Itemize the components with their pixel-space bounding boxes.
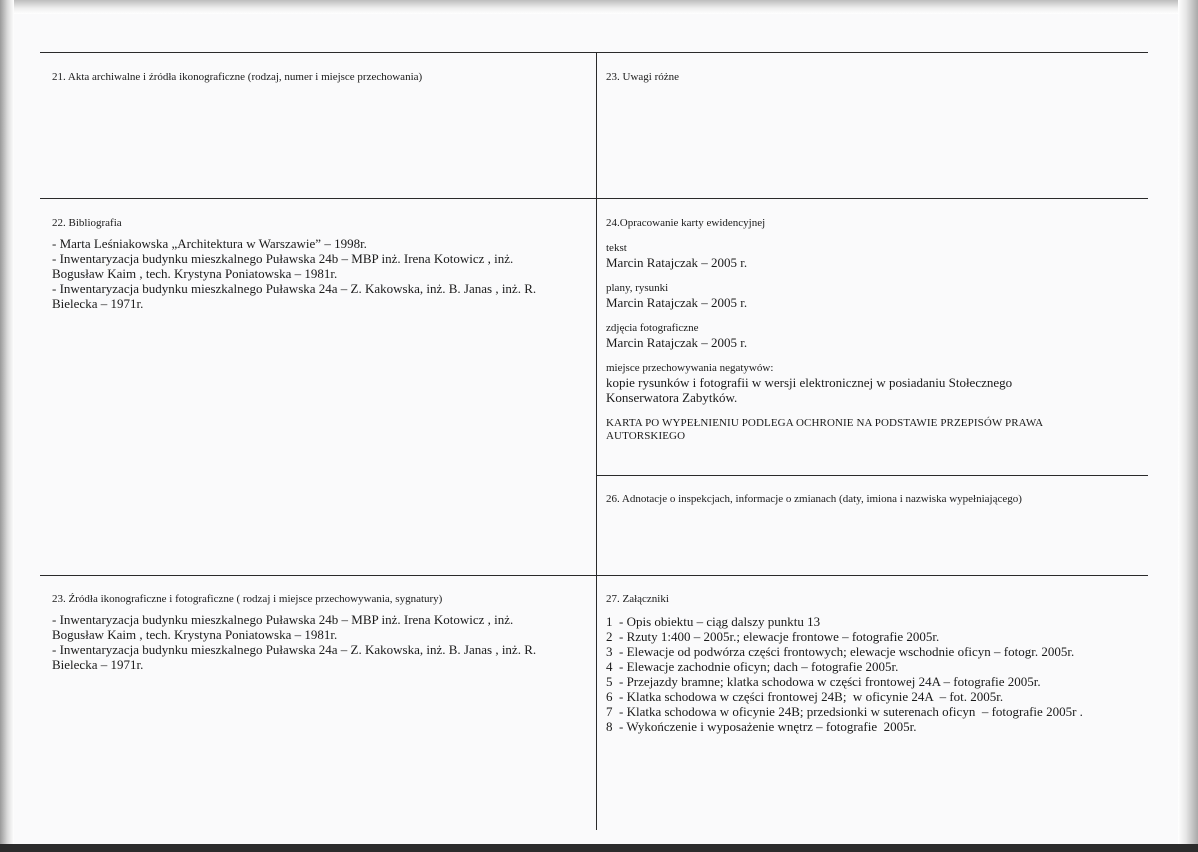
bibliography-line: - Inwentaryzacja budynku mieszkalnego Puławska 24a – Z. Kakowska, inż. B. Janas , inż. R.: [52, 281, 537, 296]
attachment-item: 3 - Elewacje od podwórza części frontowych; elewacje wschodnie oficyn – fotogr. 2005r.: [606, 644, 1075, 659]
scan-edge-top: [0, 0, 1198, 14]
row-divider-1: [40, 198, 1148, 199]
zdjecia-value: Marcin Ratajczak – 2005 r.: [606, 335, 748, 350]
section-23-uwagi-title: 23. Uwagi różne: [606, 71, 680, 83]
negatywy-line: kopie rysunków i fotografii w wersji elektronicznej w posiadaniu Stołecznego: [606, 375, 1013, 390]
tekst-value: Marcin Ratajczak – 2005 r.: [606, 255, 748, 270]
row-divider-2: [40, 575, 1148, 576]
section-26-annotations: [606, 492, 1146, 506]
section-22-bibliography: [52, 216, 592, 311]
column-divider: [596, 52, 597, 830]
section-23-uwagi: [606, 70, 1136, 84]
section-23-sources: [52, 592, 592, 672]
attachment-item: 8 - Wykończenie i wyposażenie wnętrz – fotografie 2005r.: [606, 719, 917, 734]
source-line: - Inwentaryzacja budynku mieszkalnego Puławska 24b – MBP inż. Irena Kotowicz , inż.: [52, 612, 514, 627]
attachment-item: 2 - Rzuty 1:400 – 2005r.; elewacje frontowe – fotografie 2005r.: [606, 629, 940, 644]
section-23-sources-title: 23. Źródła ikonograficzne i fotograficzne ( rodzaj i miejsce przechowywania, sygnatury): [52, 593, 443, 605]
attachment-item: 5 - Przejazdy bramne; klatka schodowa w części frontowej 24A – fotografie 2005r.: [606, 674, 1041, 689]
scan-edge-left: [0, 0, 14, 852]
source-line: - Inwentaryzacja budynku mieszkalnego Puławska 24a – Z. Kakowska, inż. B. Janas , inż. R.: [52, 642, 537, 657]
section-24-authorship: [606, 216, 1141, 443]
bibliography-line: Bogusław Kaim , tech. Krystyna Poniatowska – 1981r.: [52, 266, 338, 281]
section-26-title: 26. Adnotacje o inspekcjach, informacje o zmianach (daty, imiona i nazwiska wypełniającego): [606, 493, 1022, 505]
attachment-item: 6 - Klatka schodowa w części frontowej 24B; w oficynie 24A – fot. 2005r.: [606, 689, 1004, 704]
bibliography-line: - Inwentaryzacja budynku mieszkalnego Puławska 24b – MBP inż. Irena Kotowicz , inż.: [52, 251, 514, 266]
zdjecia-label: zdjęcia fotograficzne: [606, 322, 699, 334]
source-line: Bielecka – 1971r.: [52, 657, 144, 672]
copyright-notice: AUTORSKIEGO: [606, 430, 686, 442]
attachment-item: 4 - Elewacje zachodnie oficyn; dach – fotografie 2005r.: [606, 659, 899, 674]
source-line: Bogusław Kaim , tech. Krystyna Poniatowska – 1981r.: [52, 627, 338, 642]
bibliography-line: - Marta Leśniakowska „Architektura w Warszawie” – 1998r.: [52, 236, 367, 251]
attachment-item: 1 - Opis obiektu – ciąg dalszy punktu 13: [606, 614, 821, 629]
attachment-item: 7 - Klatka schodowa w oficynie 24B; przedsionki w suterenach oficyn – fotografie 2005r .: [606, 704, 1083, 719]
plany-value: Marcin Ratajczak – 2005 r.: [606, 295, 748, 310]
section-21: [52, 70, 587, 84]
plany-label: plany, rysunki: [606, 282, 669, 294]
bibliography-line: Bielecka – 1971r.: [52, 296, 144, 311]
table-top-border: [40, 52, 1148, 53]
section-22-title: 22. Bibliografia: [52, 217, 122, 229]
row-divider-right: [597, 475, 1148, 476]
tekst-label: tekst: [606, 242, 627, 254]
scan-edge-bottom: [0, 844, 1198, 852]
negatywy-label: miejsce przechowywania negatywów:: [606, 362, 774, 374]
scan-edge-right: [1178, 0, 1198, 852]
section-27-title: 27. Załączniki: [606, 593, 669, 605]
section-27-attachments: [606, 592, 1151, 734]
section-24-title: 24.Opracowanie karty ewidencyjnej: [606, 217, 766, 229]
copyright-notice: KARTA PO WYPEŁNIENIU PODLEGA OCHRONIE NA PODSTAWIE PRZEPISÓW PRAWA: [606, 417, 1044, 429]
negatywy-line: Konserwatora Zabytków.: [606, 390, 738, 405]
section-21-title: 21. Akta archiwalne i źródła ikonograficzne (rodzaj, numer i miejsce przechowania): [52, 71, 423, 83]
